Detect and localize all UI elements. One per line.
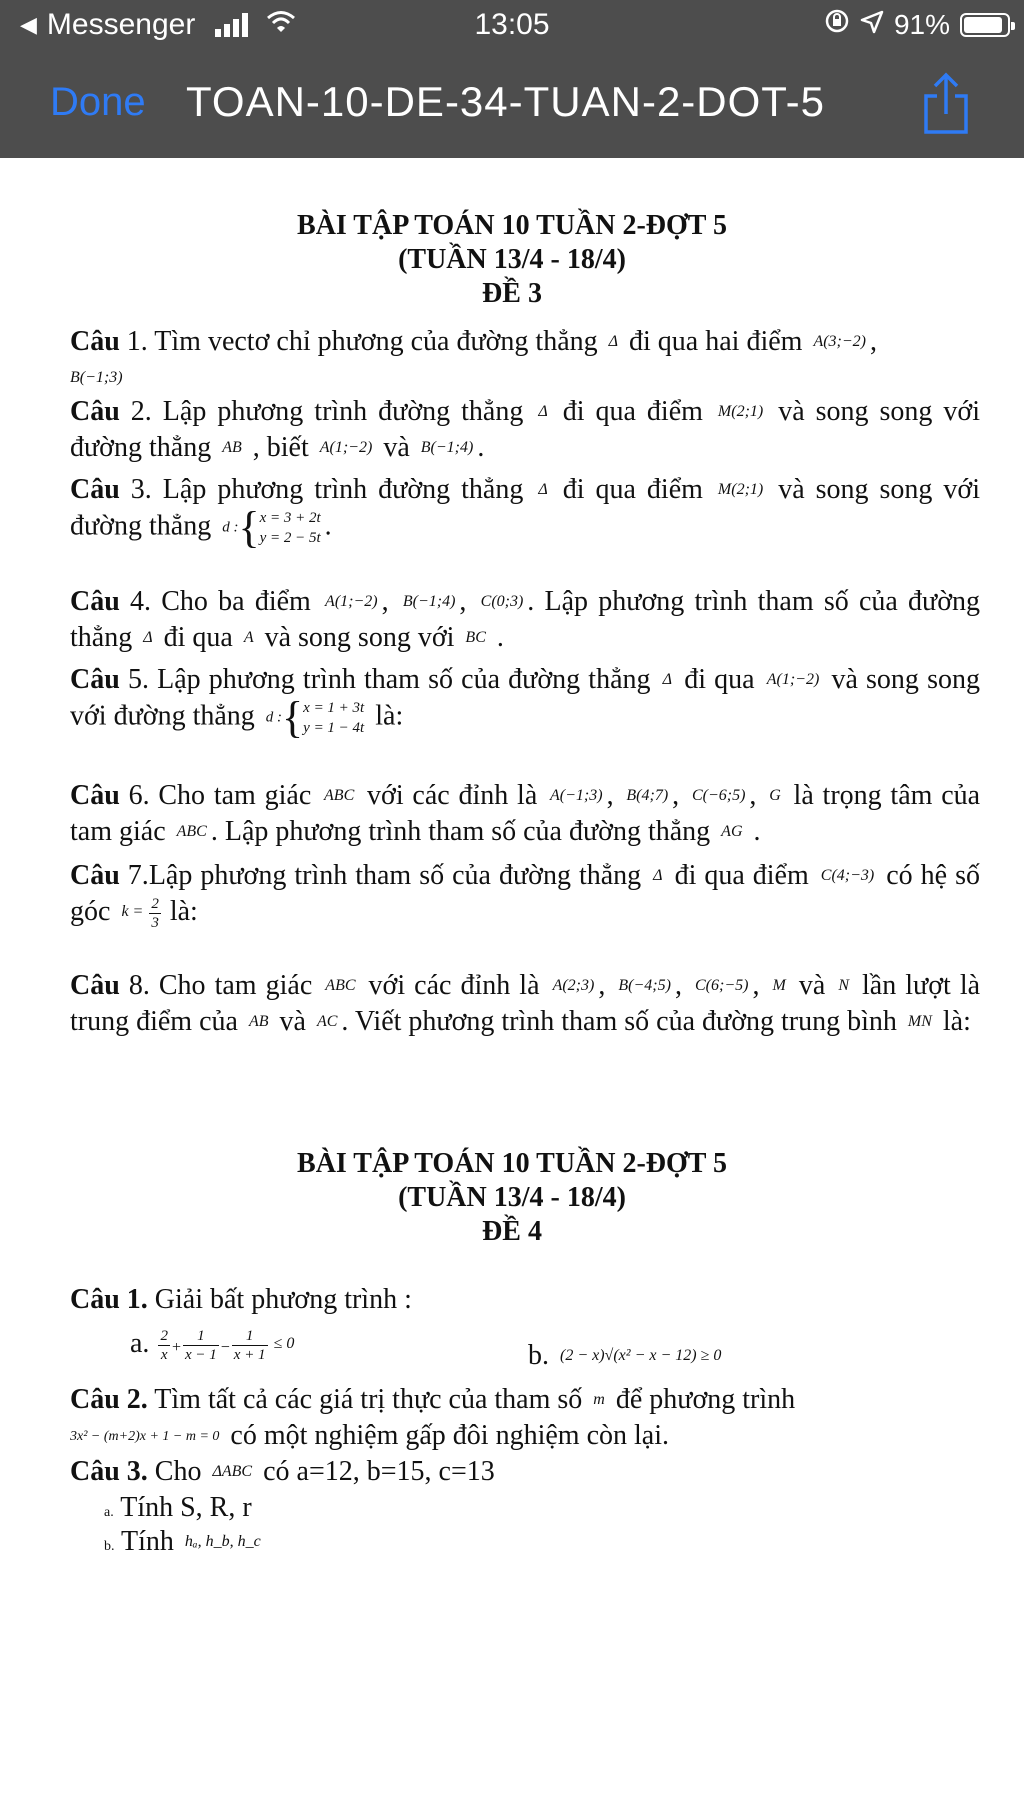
s4-question-1: Câu 1. Giải bất phương trình :	[70, 1284, 412, 1315]
s4-question-2: Câu 2. Tìm tất cả các giá trị thực của tham số m để phương trình 3x² − (m+2)x + 1 − m = 0 có một nghiệm gấp đôi nghiệm còn lại.	[70, 1384, 796, 1451]
section4-week: (TUẦN 13/4 - 18/4)	[398, 1182, 626, 1213]
share-button[interactable]	[920, 72, 972, 136]
top-bar	[0, 0, 1024, 158]
battery-icon	[960, 13, 1010, 37]
s4-q3-part-b: b. Tính hₐ, h_b, h_c	[104, 1526, 261, 1557]
back-arrow-icon: ◀	[20, 12, 37, 37]
status-right	[824, 8, 1010, 41]
share-icon	[920, 72, 972, 136]
system-d-q3: d :{ x = 3 + 2t y = 2 − 5t	[222, 503, 321, 552]
question-3: Câu 3. Lập phương trình đường thẳng Δ đi qua điểm M(2;1) và song song với đường thẳng d :{ x = 3 + 2t y = 2 − 5t .	[70, 474, 980, 552]
question-6: Câu 6. Cho tam giác ABC với các đỉnh là A(−1;3) , B(4;7) , C(−6;5) , G là trọng tâm của tam giác ABC . Lập phương trình tham số của đường thẳng AG .	[70, 780, 981, 847]
document-page	[0, 158, 1024, 1820]
question-4: Câu 4. Cho ba điểm A(1;−2) , B(−1;4) , C(0;3) . Lập phương trình tham số của đường thẳng Δ đi qua A và song song với BC .	[70, 586, 981, 653]
s4-q1-part-b: b. (2 − x)√(x² − x − 12) ≥ 0	[528, 1340, 722, 1371]
section3-de: ĐỀ 3	[482, 278, 542, 309]
question-2: Câu 2. Lập phương trình đường thẳng Δ đi qua điểm M(2;1) và song song với đường thẳng AB , biết A(1;−2) và B(−1;4) .	[70, 396, 980, 463]
question-8: Câu 8. Cho tam giác ABC với các đỉnh là A(2;3) , B(−4;5) , C(6;−5) , M và N lần lượt là trung điểm của AB và AC . Viết phương trình tham số của đường trung bình MN là:	[70, 970, 981, 1037]
system-d-q5: d :{ x = 1 + 3t y = 1 − 4t	[265, 693, 365, 742]
section3-title: BÀI TẬP TOÁN 10 TUẦN 2-ĐỢT 5	[297, 210, 727, 241]
document-title: TOAN-10-DE-34-TUAN-2-DOT-5	[186, 78, 825, 125]
done-button[interactable]: Done	[50, 80, 146, 124]
question-1: Câu 1. Tìm vectơ chỉ phương của đường thẳng Δ đi qua hai điểm A(3;−2) , B(−1;3)	[70, 326, 877, 386]
location-icon	[860, 9, 884, 41]
s4-q1-part-a: a. $\frac{2}{x}$ + $\frac{1}{x - 1}$ − $\frac{1}{x + 1}$ ≤ 0	[130, 1328, 295, 1364]
status-bar	[0, 0, 1024, 52]
section3-week: (TUẦN 13/4 - 18/4)	[398, 244, 626, 275]
slope-fraction: $\frac{2}{3}$	[151, 896, 159, 932]
nav-bar	[0, 62, 1024, 146]
orientation-lock-icon	[824, 8, 850, 41]
section4-title: BÀI TẬP TOÁN 10 TUẦN 2-ĐỢT 5	[297, 1148, 727, 1179]
s4-question-3: Câu 3. Cho ΔABC có a=12, b=15, c=13	[70, 1456, 495, 1487]
question-7: Câu 7.Lập phương trình tham số của đường thẳng Δ đi qua điểm C(4;−3) có hệ số góc k = $\frac{2}{3}$ là:	[70, 860, 980, 932]
question-5: Câu 5. Lập phương trình tham số của đường thẳng Δ đi qua A(1;−2) và song song với đường thẳng d :{ x = 1 + 3t y = 1 − 4t là:	[70, 664, 980, 742]
section4-de: ĐỀ 4	[482, 1216, 542, 1247]
back-app-label: Messenger	[46, 8, 196, 41]
s4-q3-part-a: a. Tính S, R, r	[104, 1492, 252, 1523]
battery-percent: 91%	[893, 8, 950, 40]
clock: 13:05	[474, 8, 550, 41]
